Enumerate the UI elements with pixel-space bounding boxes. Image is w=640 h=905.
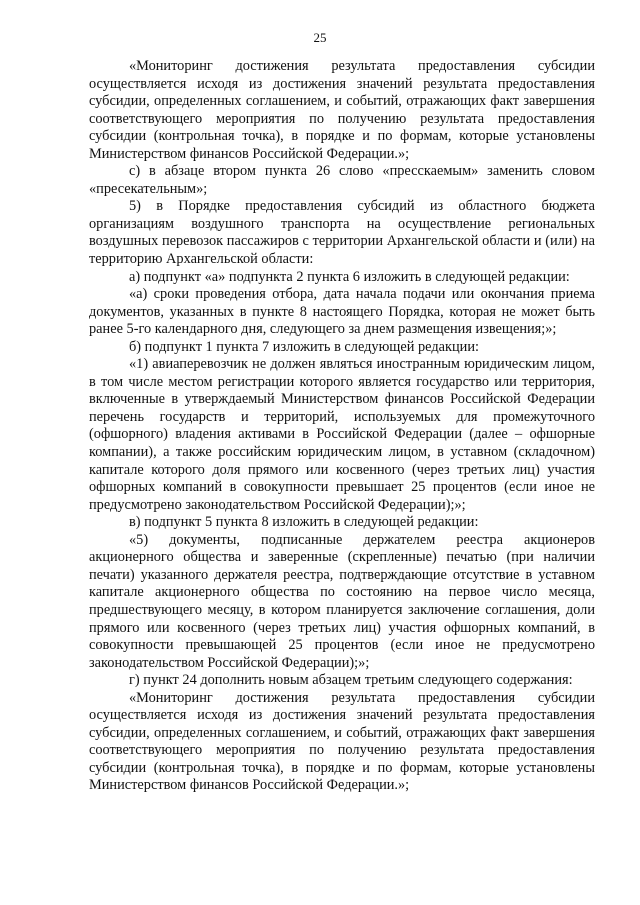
paragraph-item-c: с) в абзаце втором пункта 26 слово «пресскаемым» заменить словом «пресекательным»; — [89, 163, 595, 197]
page-number: 25 — [313, 30, 327, 45]
paragraph-monitoring-clause: «Мониторинг достижения результата предоставления субсидии осуществляется исходя из достижения значений результата предоставления субсидии, определенных соглашением, и событий, отражающих факт завершения соответствующего мероприятия по получению результата предоставления субсидии (контрольная точка), в порядке и по формам, которые установлены Министерством финансов Российской Федерации.»; — [89, 58, 595, 162]
paragraph-subitem-v: в) подпункт 5 пункта 8 изложить в следующей редакции: — [129, 514, 479, 531]
paragraph-subitem-g-text: «Мониторинг достижения результата предоставления субсидии осуществляется исходя из достижения значений результата предоставления субсидии, определенных соглашением, и событий, отражающих факт завершения соответствующего мероприятия по получению результата предоставления субсидии (контрольная точка), в порядке и по формам, которые установлены Министерством финансов Российской Федерации.»; — [89, 689, 595, 794]
paragraph-subitem-a-text: «а) сроки проведения отбора, дата начала подачи или окончания приема документов, указанных в пункте 8 настоящего Порядка, которая не может быть ранее 5-го календарного дня, следующего за днем размещения извещения;»; — [89, 286, 595, 338]
paragraph-subitem-g: г) пункт 24 дополнить новым абзацем третьим следующего содержания: — [129, 672, 573, 689]
paragraph-subitem-a: а) подпункт «а» подпункта 2 пункта 6 изложить в следующей редакции: — [129, 268, 570, 285]
paragraph-item-5: 5) в Порядке предоставления субсидий из областного бюджета организациям воздушного транспорта на осуществление региональных воздушных перевозок пассажиров с территории Архангельской области и (или) на территорию Архангельской области: — [89, 198, 595, 268]
paragraph-subitem-b-text: «1) авиаперевозчик не должен являться иностранным юридическим лицом, в том числе местом регистрации которого является государство или территория, включенные в утверждаемый Министерством финансов Российской Федерации перечень государств и территорий, используемых для промежуточного (офшорного) владения активами в Российской Федерации (далее – офшорные компании), а также российским юридическим лицом, в уставном (складочном) капитале которого доля прямого или косвенного (через третьих лиц) участия офшорных компаний в совокупности превышает 25 процентов (если иное не предусмотрено законодательством Российской Федерации);»; — [89, 356, 595, 513]
paragraph-subitem-b: б) подпункт 1 пункта 7 изложить в следующей редакции: — [129, 338, 479, 355]
document-body — [89, 58, 595, 795]
paragraph-subitem-v-text: «5) документы, подписанные держателем реестра акционеров акционерного общества и заверенные (скрепленные) печатью (при наличии печати) указанного держателя реестра, подтверждающие отсутствие в уставном капитале акционерного общества по состоянию на первое число месяца, предшествующего месяцу, в котором планируется заключение соглашения, доли прямого или косвенного (через третьих лиц) участия офшорных компаний, в совокупности превышающей 25 процентов (если иное не предусмотрено законодательством Российской Федерации);»; — [89, 531, 595, 671]
